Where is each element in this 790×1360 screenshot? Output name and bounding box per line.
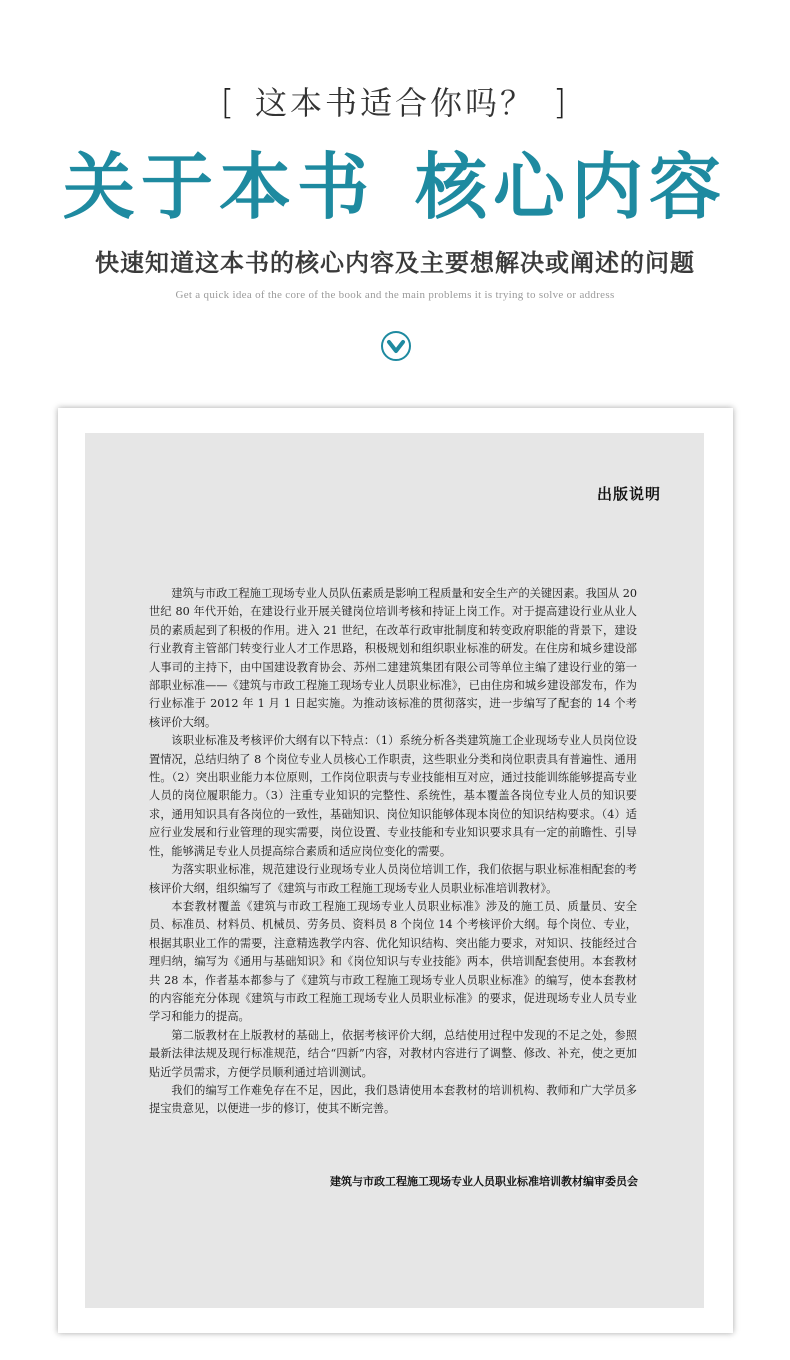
main-title-part1: 关于本书	[62, 144, 375, 229]
paragraph: 第二版教材在上版教材的基础上，依据考核评价大纲，总结使用过程中发现的不足之处，参照最新法律法规及现行标准规范，结合“四新”内容，对教材内容进行了调整、修改、补充，使之更加贴近学员需求，方便学员顺利通过培训测试。	[149, 1028, 637, 1079]
subtitle-row	[0, 78, 790, 124]
page-title: 出版说明	[596, 485, 661, 503]
signature: 建筑与市政工程施工现场专业人员职业标准培训教材编审委员会	[330, 1175, 638, 1188]
main-title	[0, 142, 790, 232]
document-page	[85, 433, 704, 1308]
paragraph: 本套教材覆盖《建筑与市政工程施工现场专业人员职业标准》涉及的施工员、质量员、安全员、标准员、材料员、机械员、劳务员、资料员 8 个岗位 14 个考核评价大纲。每个岗位、专业，根据其职业工作的需要，注意精选教学内容、优化知识结构、突出能力要求，对知识、技能经过合理归纳，编写为《通用与基础知识》和《岗位知识与专业技能》两本，供培训配套使用。本套教材共 28 本，作者基本都参与了《建筑与市政工程施工现场专业人员职业标准》的编写，使本套教材的内容能充分体现《建筑与市政工程施工现场专业人员职业标准》的要求，促进现场专业人员专业学习和能力的提高。	[149, 899, 637, 1024]
header	[0, 0, 790, 400]
main-title-part2: 核心内容	[415, 144, 728, 229]
body-text	[149, 585, 637, 1119]
subtitle: 这本书适合你吗？	[254, 84, 535, 122]
document-card	[58, 408, 733, 1333]
paragraph: 建筑与市政工程施工现场专业人员队伍素质是影响工程质量和安全生产的关键因素。我国从 20 世纪 80 年代开始，在建设行业开展关键岗位培训考核和持证上岗工作。对于提高建设行业从业人员的素质起到了积极的作用。进入 21 世纪，在改革行政审批制度和转变政府职能的背景下，建设行业教育主管部门转变行业人才工作思路，积极规划和组织职业标准的研发。在住房和城乡建设部人事司的主持下，由中国建设教育协会、苏州二建建筑集团有限公司等单位主编了建设行业的第一部职业标准——《建筑与市政工程施工现场专业人员职业标准》，已由住房和城乡建设部发布，作为行业标准于 2012 年 1 月 1 日起实施。为推动该标准的贯彻落实，进一步编写了配套的 14 个考核评价大纲。	[149, 587, 637, 729]
paragraph: 为落实职业标准，规范建设行业现场专业人员岗位培训工作，我们依据与职业标准相配套的考核评价大纲，组织编写了《建筑与市政工程施工现场专业人员职业标准培训教材》。	[149, 863, 637, 895]
bracket-right: ]	[553, 83, 570, 123]
description-en: Get a quick idea of the core of the book and the main problems it is trying to solve or address	[175, 289, 615, 301]
description-cn: 快速知道这本书的核心内容及主要想解决或阐述的问题	[95, 248, 695, 277]
chevron-down-circle-icon	[380, 330, 412, 362]
paragraph: 该职业标准及考核评价大纲有以下特点：（1）系统分析各类建筑施工企业现场专业人员岗位设置情况，总结归纳了 8 个岗位专业人员核心工作职责，这些职业分类和岗位职责具有普遍性、通用性。（2）突出职业能力本位原则，工作岗位职责与专业技能相互对应，通过技能训练能够提高专业人员的岗位履职能力。（3）注重专业知识的完整性、系统性，基本覆盖各岗位专业人员的知识要求，通用知识具有各岗位的一致性，基础知识、岗位知识能够体现本岗位的知识结构要求。（4）适应行业发展和行业管理的现实需要，岗位设置、专业技能和专业知识要求具有一定的前瞻性、引导性，能够满足专业人员提高综合素质和适应岗位变化的需要。	[149, 734, 637, 858]
bracket-left: [	[220, 83, 237, 123]
paragraph: 我们的编写工作难免存在不足，因此，我们恳请使用本套教材的培训机构、教师和广大学员多提宝贵意见，以便进一步的修订，使其不断完善。	[149, 1083, 637, 1116]
